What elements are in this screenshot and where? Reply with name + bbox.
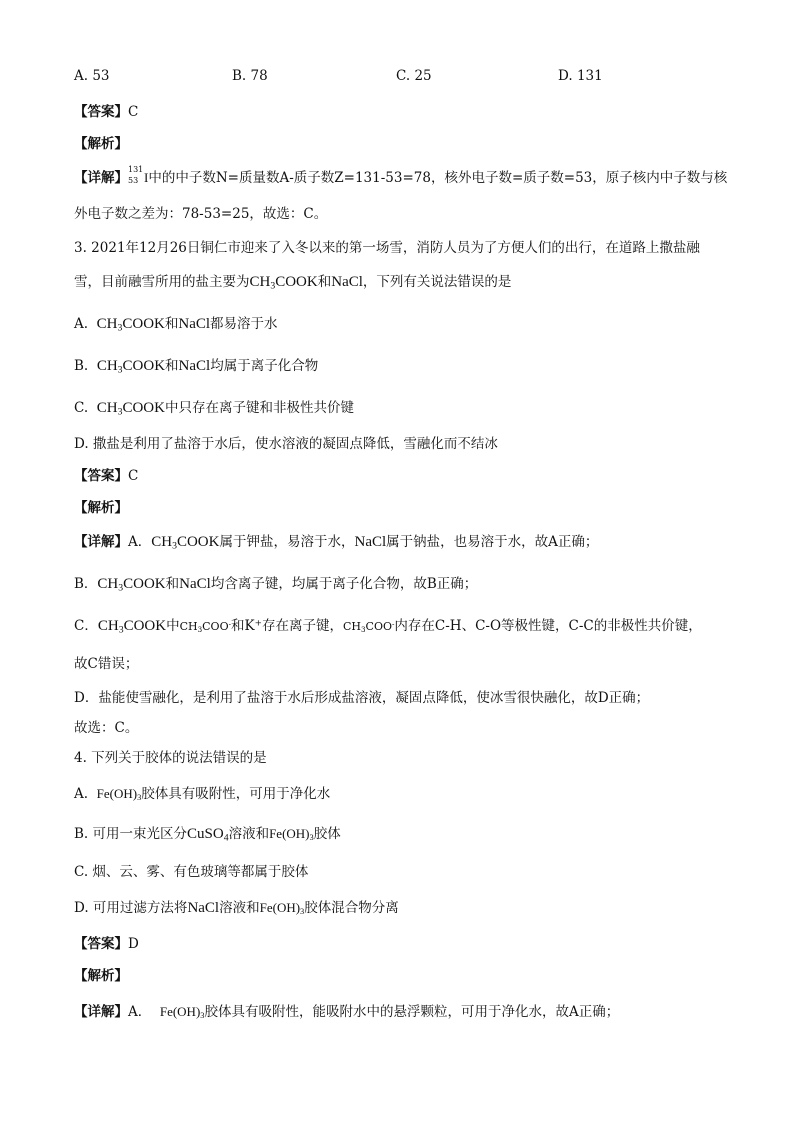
q4-option-c: C. 烟、云、雾、有色玻璃等都属于胶体 <box>74 864 309 880</box>
q3-option-c: C. $CH_3COOK$中只存在离子键和非极性共价键 <box>74 400 354 418</box>
q2-answer: 【答案】C <box>74 104 139 120</box>
q3-detail-c: C．$CH_3COOK$中$CH_3COO^-$和K+存在离子键，$CH_3COO^-$内存在C-H、C-O等极性键，C-C的非极性共价键， <box>74 618 702 636</box>
q4-option-b: B. 可用一束光区分CuSO$_4$溶液和$Fe(OH)_3$胶体 <box>74 826 341 844</box>
iodine-isotope: 131 53 <box>128 165 144 185</box>
q2-options <box>74 68 714 86</box>
q3-stem-line2: 雪，目前融雪所用的盐主要为$CH_3COOK$和NaCl，下列有关说法错误的是 <box>74 274 512 292</box>
q2-option-c: C. 25 <box>396 68 432 84</box>
q2-option-a: A. 53 <box>74 68 110 84</box>
q3-option-d: D. 撒盐是利用了盐溶于水后，使水溶液的凝固点降低，雪融化而不结冰 <box>74 436 498 452</box>
q3-detail-d: D．盐能使雪融化，是利用了盐溶于水后形成盐溶液，凝固点降低，使冰雪很快融化，故D正确； <box>74 690 650 706</box>
q4-answer: 【答案】D <box>74 936 139 952</box>
q4-option-a: A. $Fe(OH)_3$胶体具有吸附性，可用于净化水 <box>74 786 331 803</box>
q4-option-d: D. 可用过滤方法将NaCl溶液和$Fe(OH)_3$胶体混合物分离 <box>74 900 399 917</box>
q3-detail-c-cont: 故C错误； <box>74 656 139 672</box>
q2-detail-line2: 外电子数之差为：78-53=25，故选：C。 <box>74 206 328 222</box>
q3-detail-b: B．$CH_3COOK$和NaCl均含离子键，均属于离子化合物，故B正确； <box>74 576 478 594</box>
q4-analysis-heading: 【解析】 <box>74 968 128 984</box>
q3-conclusion: 故选：C。 <box>74 720 139 736</box>
q3-detail-a: 【详解】A．$CH_3COOK$属于钾盐，易溶于水，NaCl属于钠盐，也易溶于水，故A正确； <box>74 534 599 552</box>
q3-analysis-heading: 【解析】 <box>74 500 128 516</box>
q2-detail-line1: 【详解】 131 53 I中的中子数N=质量数A-质子数Z=131-53=78，核外电子数=质子数=53，原子核内中子数与核 <box>74 165 728 186</box>
q2-option-d: D. 131 <box>558 68 603 84</box>
q4-stem: 4. 下列关于胶体的说法错误的是 <box>74 750 267 766</box>
q2-option-b: B. 78 <box>232 68 268 84</box>
q4-detail-a: 【详解】A． $Fe(OH)_3$胶体具有吸附性，能吸附水中的悬浮颗粒，可用于净化水，故A正确； <box>74 1004 620 1021</box>
q2-analysis-heading: 【解析】 <box>74 136 128 152</box>
q3-stem-line1: 3. 2021年12月26日铜仁市迎来了入冬以来的第一场雪，消防人员为了方便人们的出行，在道路上撒盐融 <box>74 240 700 256</box>
q3-option-a: A. $CH_3COOK$和NaCl都易溶于水 <box>74 316 278 334</box>
q3-answer: 【答案】C <box>74 468 139 484</box>
q3-option-b: B. $CH_3COOK$和NaCl均属于离子化合物 <box>74 358 319 376</box>
